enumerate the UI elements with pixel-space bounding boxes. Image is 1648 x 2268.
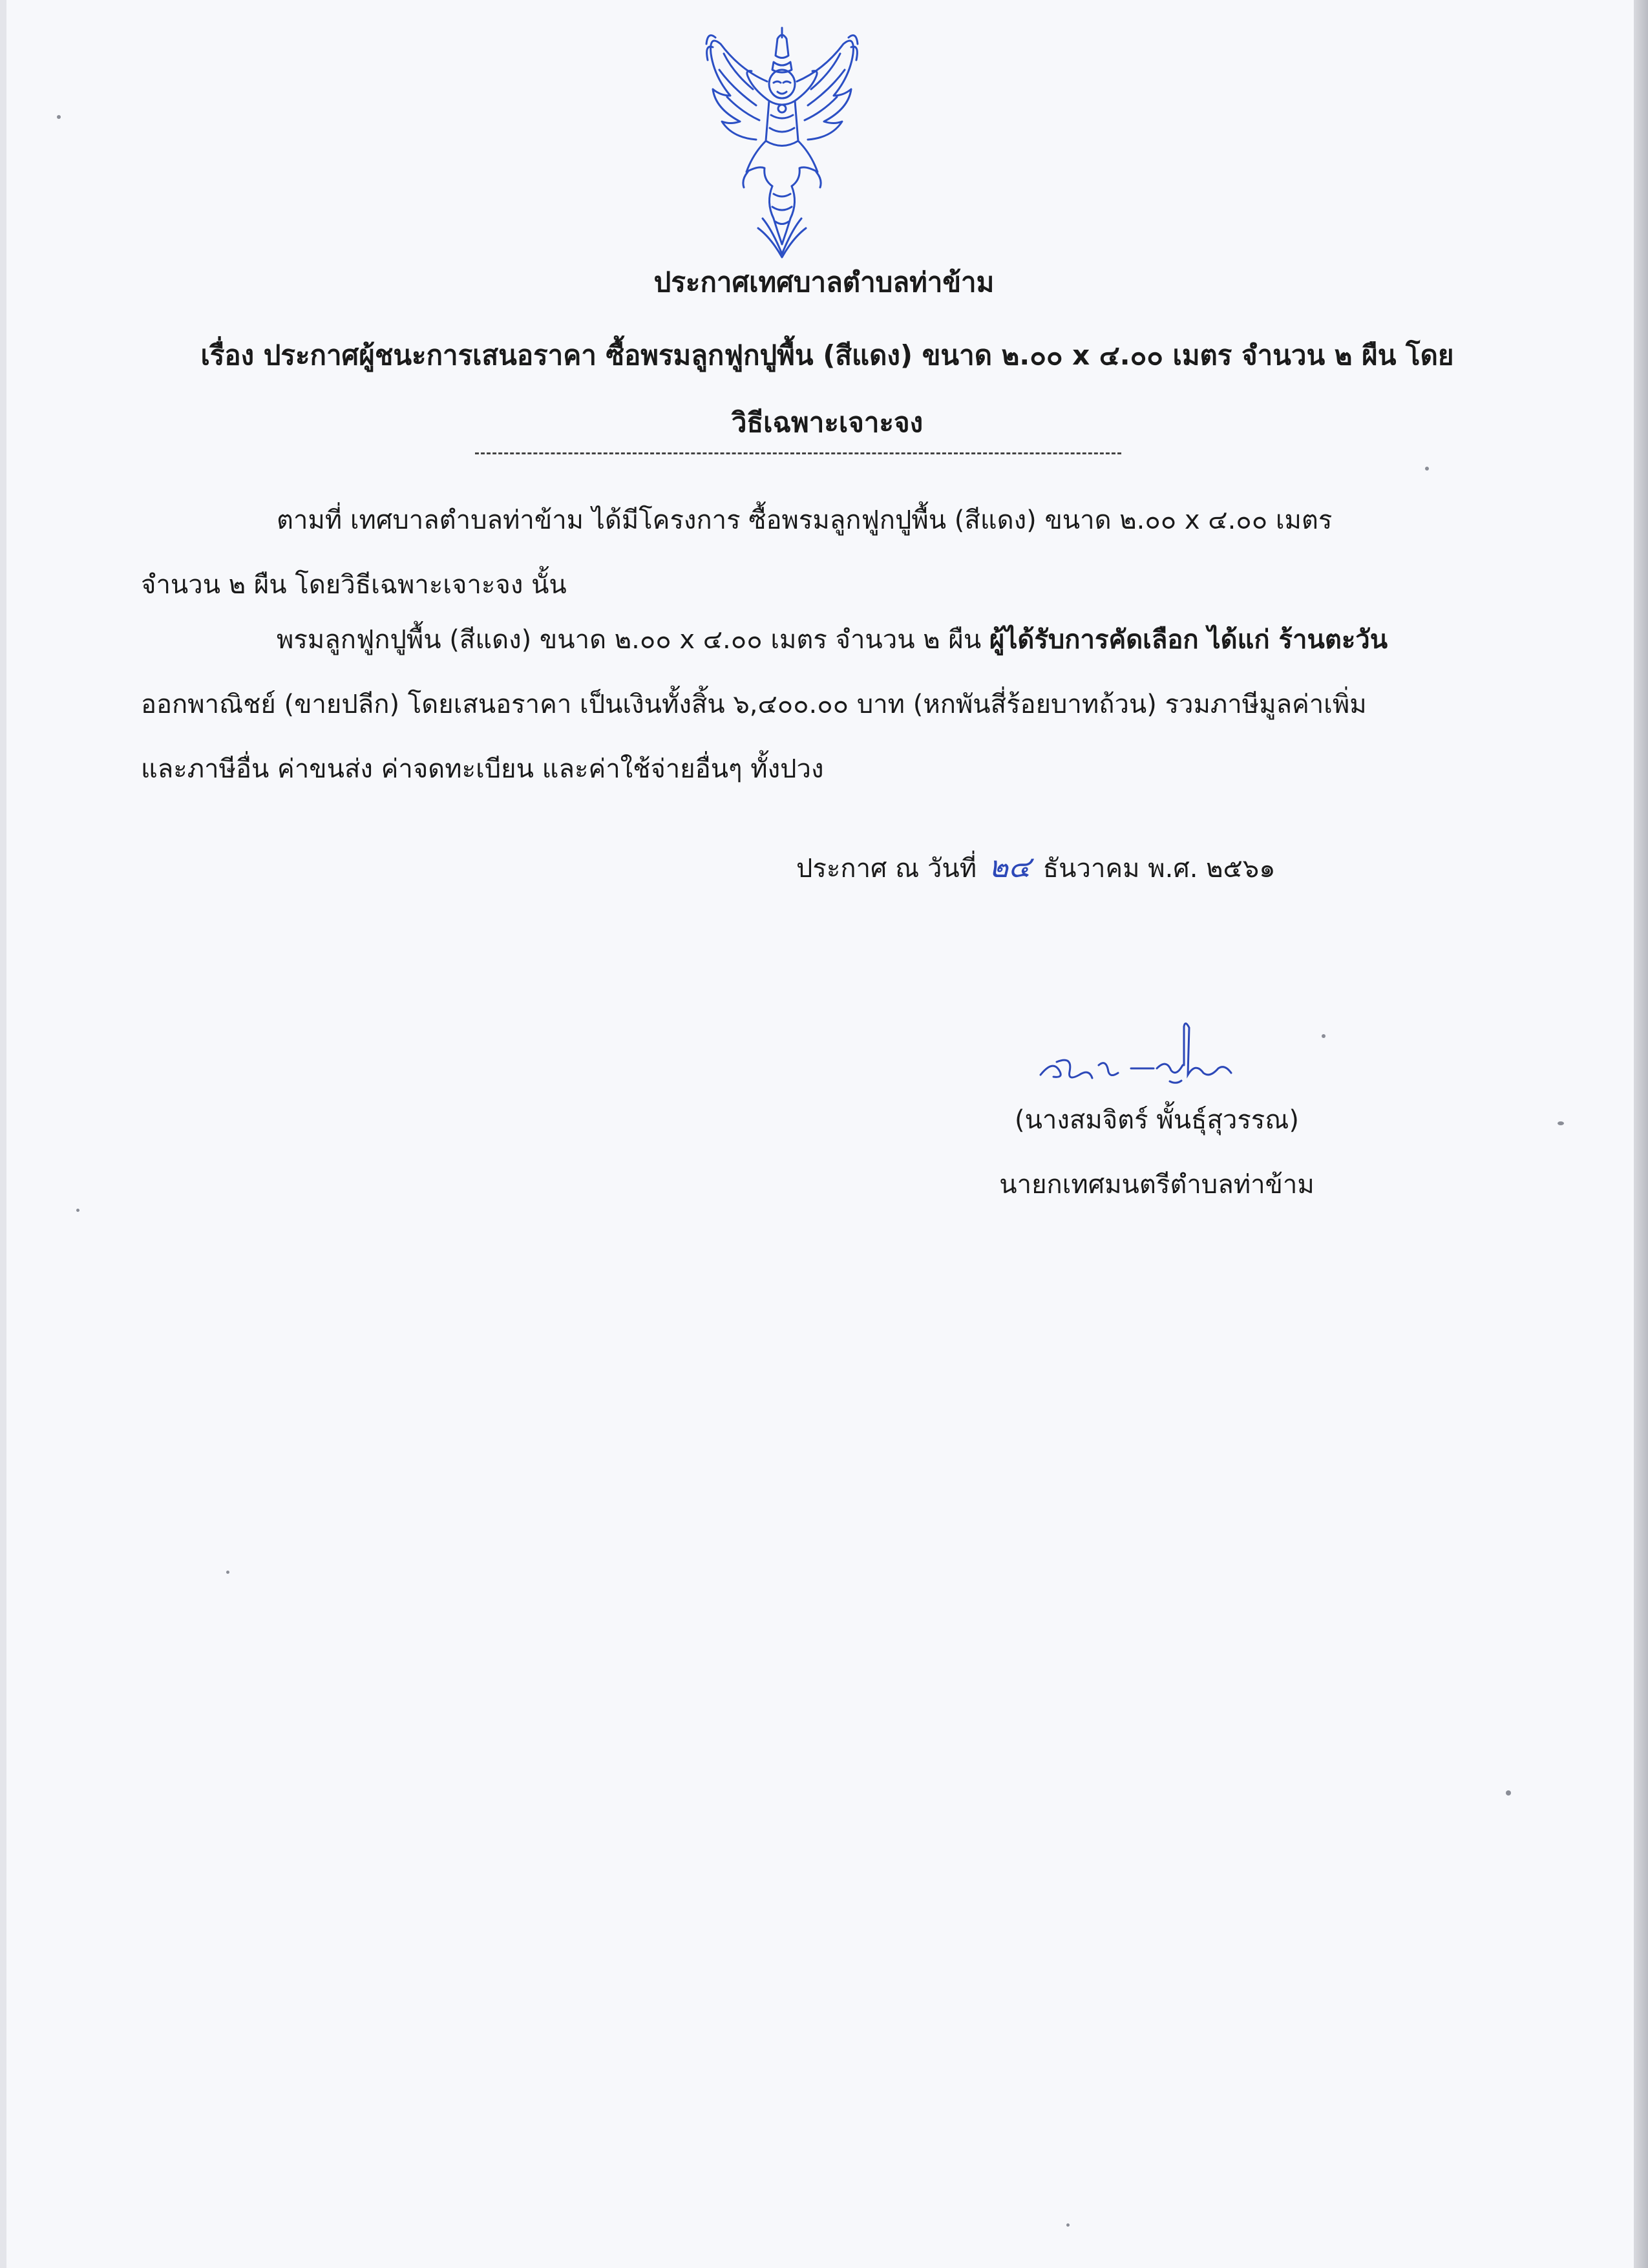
date-day-handwritten: ๒๔ [988, 849, 1031, 884]
document-subject [116, 322, 1538, 456]
signer-name: (นางสมจิตร์ พั้นธุ์สุวรรณ) [1014, 1105, 1300, 1135]
handwritten-signature-icon [1034, 1013, 1247, 1097]
divider [475, 452, 1121, 454]
paragraph-2-line-3: และภาษีอื่น ค่าขนส่ง ค่าจดทะเบียน และค่าใช้จ่ายอื่นๆ ทั้งปวง [141, 754, 824, 784]
document-title: ประกาศเทศบาลตำบลท่าข้าม [653, 266, 995, 298]
scan-speck [1506, 1790, 1511, 1796]
announcement-date [796, 843, 1276, 891]
signer-title: นายกเทศมนตรีตำบลท่าข้าม [999, 1170, 1315, 1200]
date-suffix: ธันวาคม พ.ศ. ๒๕๖๑ [1042, 854, 1276, 884]
paragraph-2 [141, 608, 1433, 801]
paragraph-1-line-1: ตามที่ เทศบาลตำบลท่าข้าม ได้มีโครงการ ซื้อพรมลูกฟูกปูพื้น (สีแดง) ขนาด ๒.๐๐ x ๔.๐๐ เมตร [277, 505, 1333, 535]
scan-edge-left [0, 0, 6, 2268]
scan-speck [76, 1209, 79, 1212]
scan-speck [1425, 467, 1429, 471]
subject-line-2: วิธีเฉพาะเจาะจง [731, 407, 924, 438]
scan-speck [226, 1571, 229, 1574]
scan-speck [1066, 2223, 1070, 2227]
subject-line-1: เรื่อง ประกาศผู้ชนะการเสนอราคา ซื้อพรมลูกฟูกปูพื้น (สีแดง) ขนาด ๒.๐๐ x ๔.๐๐ เมตร จำนวน ๒ ผืน โดย [200, 339, 1454, 371]
scan-edge-right [1634, 0, 1648, 2268]
paragraph-1 [141, 488, 1433, 617]
paragraph-2-line-1b: ผู้ได้รับการคัดเลือก ได้แก่ ร้านตะวัน [989, 625, 1388, 655]
date-prefix: ประกาศ ณ วันที่ [796, 854, 977, 884]
paragraph-2-line-2: ออกพาณิชย์ (ขายปลีก) โดยเสนอราคา เป็นเงินทั้งสิ้น ๖,๔๐๐.๐๐ บาท (หกพันสี่ร้อยบาทถ้วน) รวมภาษีมูลค่าเพิ่ม [141, 690, 1367, 719]
paragraph-1-line-2: จำนวน ๒ ผืน โดยวิธีเฉพาะเจาะจง นั้น [141, 570, 567, 600]
paragraph-2-line-1a: พรมลูกฟูกปูพื้น (สีแดง) ขนาด ๒.๐๐ x ๔.๐๐ เมตร จำนวน ๒ ผืน [277, 625, 989, 655]
scan-speck [1558, 1121, 1564, 1125]
garuda-emblem-icon [701, 25, 863, 264]
scan-speck [1322, 1034, 1326, 1038]
scan-speck [57, 115, 61, 119]
